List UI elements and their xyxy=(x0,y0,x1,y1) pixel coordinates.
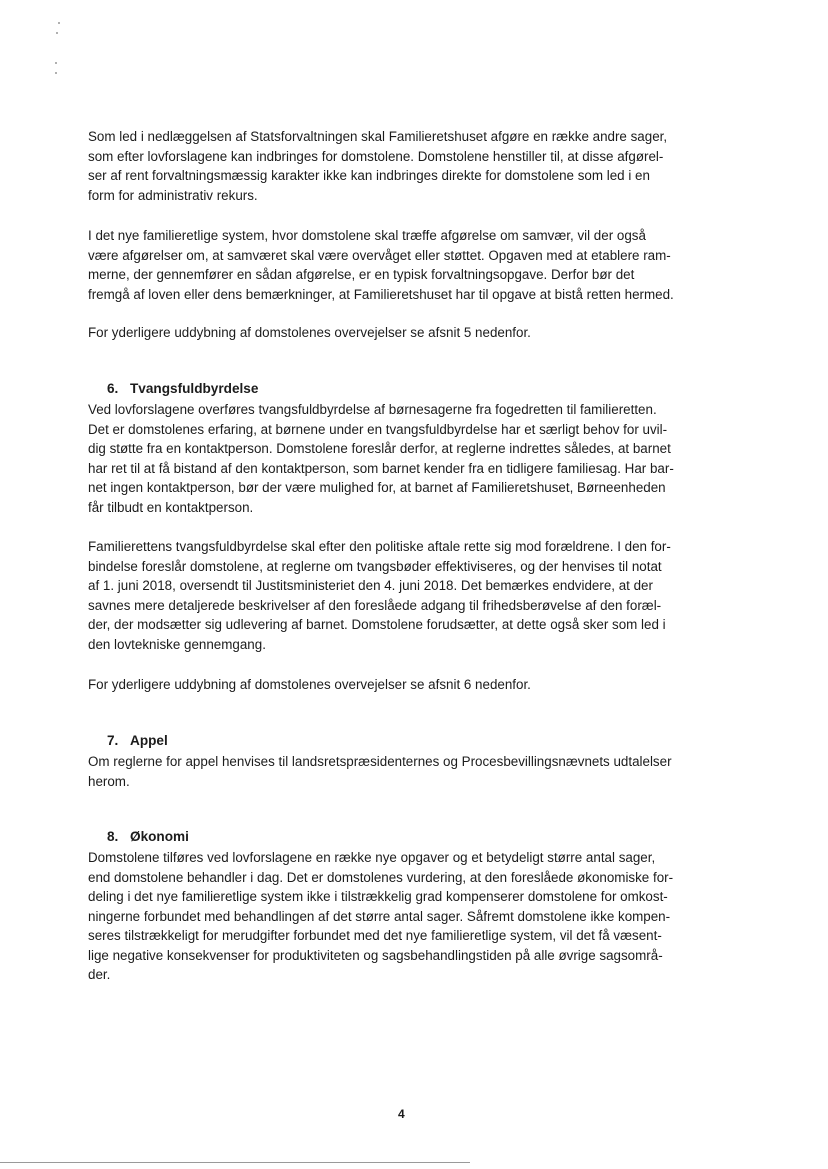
text-line: bindelse foreslår domstolene, at reglerne om tvangsbøder effektiviseres, og der henvises til notat xyxy=(88,558,662,574)
section-title: Appel xyxy=(130,733,168,748)
text-line: Som led i nedlæggelsen af Statsforvaltningen skal Familieretshuset afgøre en række andre sager, xyxy=(88,129,668,144)
text-line: ser af rent forvaltningsmæssig karakter ikke kan indbringes direkte for domstolene som led i en xyxy=(88,168,650,183)
text-line: Det er domstolenes erfaring, at børnene under en tvangsfuldbyrdelse har et særligt behov for uvil- xyxy=(88,421,668,437)
text-line: lige negative konsekvenser for produktiviteten og sagsbehandlingstiden på alle øvrige sagsområ- xyxy=(88,947,663,963)
text-line: være afgørelser om, at samværet skal være overvåget eller støttet. Opgaven med at etablere ram- xyxy=(88,247,671,263)
section-title: Økonomi xyxy=(130,829,189,844)
text-line: deling i det nye familieretlige system ikke i tilstrækkelig grad kompenserer domstolene for omkost- xyxy=(88,889,668,904)
scan-speck xyxy=(55,72,57,74)
section-title: Tvangsfuldbyrdelse xyxy=(130,381,259,396)
text-line: Domstolene tilføres ved lovforslagene en række nye opgaver og et betydeligt større antal sager, xyxy=(88,850,656,865)
scan-speck xyxy=(55,62,57,64)
paragraph-oekonomi xyxy=(88,848,738,985)
section-number: 8. xyxy=(107,829,119,844)
section-heading-appel xyxy=(107,731,168,750)
text-line: form for administrativ rekurs. xyxy=(88,187,258,203)
text-line: får tilbudt en kontaktperson. xyxy=(88,499,254,515)
text-line: fremgå af loven eller dens bemærkninger, at Familieretshuset har til opgave at bistå retten hermed. xyxy=(88,286,674,302)
text-line: Ved lovforslagene overføres tvangsfuldbyrdelse af børnesagerne fra fogedretten til familieretten. xyxy=(88,402,657,417)
text-line: end domstolene behandler i dag. Det er domstolenes vurdering, at den foreslåede økonomiske for- xyxy=(88,869,674,885)
text-line: merne, der gennemfører en sådan afgørelse, er en typisk forvaltningsopgave. Derfor bør det xyxy=(88,267,635,282)
text-line: For yderligere uddybning af domstolenes overvejelser se afsnit 5 nedenfor. xyxy=(88,325,531,340)
text-line: net ingen kontaktperson, bør der være mulighed for, at barnet af Familieretshuset, Børneenheden xyxy=(88,480,666,495)
text-line: herom. xyxy=(88,773,130,789)
paragraph-tvangsboeder xyxy=(88,537,738,654)
paragraph-reference-5 xyxy=(88,323,738,343)
text-line: Familierettens tvangsfuldbyrdelse skal efter den politiske aftale rette sig mod forældrene. I den for- xyxy=(88,539,671,554)
text-line: den lovtekniske gennemgang. xyxy=(88,636,266,652)
paragraph-samvaer xyxy=(88,226,738,304)
section-number: 6. xyxy=(107,381,119,396)
text-line: har ret til at få bistand af den kontaktperson, som barnet kender fra en tidligere familiesag. Har bar- xyxy=(88,460,674,476)
page-number: 4 xyxy=(398,1107,405,1121)
section-heading-tvangsfuldbyrdelse xyxy=(107,379,258,398)
paragraph-appel xyxy=(88,752,738,791)
text-line: I det nye familieretlige system, hvor domstolene skal træffe afgørelse om samvær, vil der også xyxy=(88,228,646,243)
text-line: af 1. juni 2018, oversendt til Justitsministeriet den 4. juni 2018. Det bemærkes endvidere, at der xyxy=(88,578,653,593)
text-line: dig støtte fra en kontaktperson. Domstolene foreslår derfor, at reglerne indrettes således, at barnet xyxy=(88,441,671,456)
scan-speck xyxy=(58,22,60,24)
paragraph-tvangsfuldbyrdelse xyxy=(88,400,738,517)
text-line: seres tilstrækkeligt for merudgifter forbundet med det nye familieretlige system, vil det få væsent- xyxy=(88,928,662,943)
paragraph-reference-6 xyxy=(88,675,738,695)
text-line: Om reglerne for appel henvises til landsretspræsidenternes og Procesbevillingsnævnets udtalelser xyxy=(88,754,672,769)
paragraph-forvaltning xyxy=(88,127,738,205)
text-line: For yderligere uddybning af domstolenes overvejelser se afsnit 6 nedenfor. xyxy=(88,677,531,692)
footer-rule xyxy=(0,1162,470,1163)
text-line: der. xyxy=(88,967,111,982)
section-heading-oekonomi xyxy=(107,827,189,846)
text-line: savnes mere detaljerede beskrivelser af den foreslåede adgang til frihedsberøvelse af den foræl- xyxy=(88,597,662,613)
section-number: 7. xyxy=(107,733,119,748)
scan-speck xyxy=(56,32,58,34)
text-line: som efter lovforslagene kan indbringes for domstolene. Domstolene henstiller til, at disse afgørel- xyxy=(88,148,664,164)
text-line: der, der modsætter sig udlevering af barnet. Domstolene forudsætter, at dette også sker som led i xyxy=(88,617,666,632)
text-line: ningerne forbundet med behandlingen af det større antal sager. Såfremt domstolene ikke kompen- xyxy=(88,908,671,924)
